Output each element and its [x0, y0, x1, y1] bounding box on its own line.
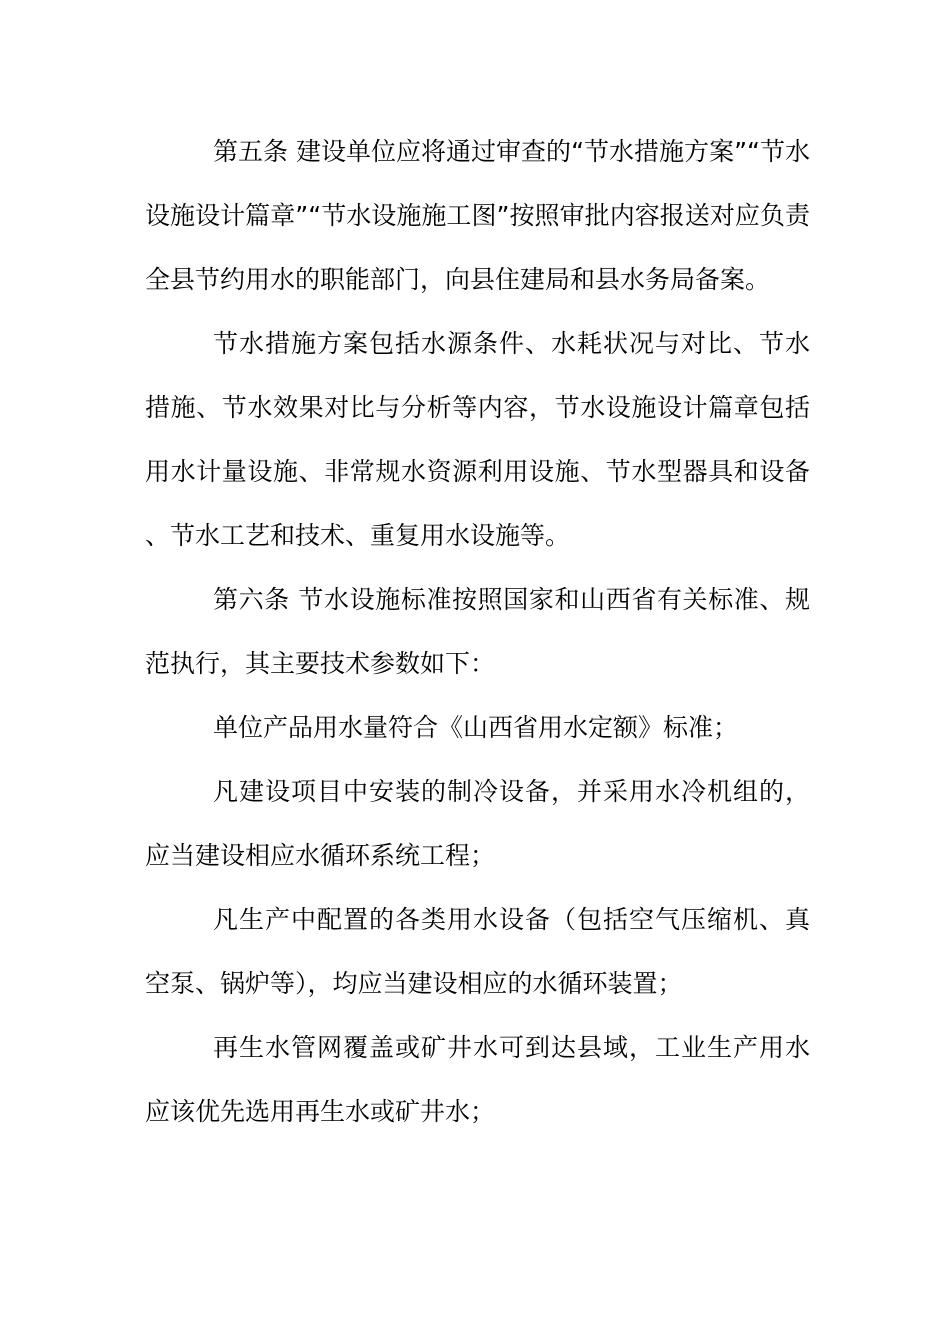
paragraph-reclaimed-water: 再生水管网覆盖或矿井水可到达县域，工业生产用水应该优先选用再生水或矿井水； — [145, 1033, 810, 1126]
paragraph-cooling-equipment: 凡建设项目中安装的制冷设备，并采用水冷机组的，应当建设相应水循环系统工程； — [145, 777, 810, 870]
paragraph-water-saving-plan: 节水措施方案包括水源条件、水耗状况与对比、节水措施、节水效果对比与分析等内容，节水设施设计篇章包括用水计量设施、非常规水资源利用设施、节水型器具和设备、节水工艺和技术、重复用水设施等。 — [145, 329, 810, 550]
paragraph-article-5: 第五条 建设单位应将通过审查的“节水措施方案”“节水设施设计篇章”“节水设施施工图”按照审批内容报送对应负责全县节约用水的职能部门，向县住建局和县水务局备案。 — [145, 137, 810, 294]
paragraph-circulation-devices: 凡生产中配置的各类用水设备（包括空气压缩机、真空泵、锅炉等），均应当建设相应的水循环装置； — [145, 905, 810, 998]
paragraph-article-6: 第六条 节水设施标准按照国家和山西省有关标准、规范执行，其主要技术参数如下： — [145, 585, 810, 678]
paragraph-unit-water-use: 单位产品用水量符合《山西省用水定额》标准； — [213, 713, 739, 742]
document-body — [145, 120, 810, 1144]
